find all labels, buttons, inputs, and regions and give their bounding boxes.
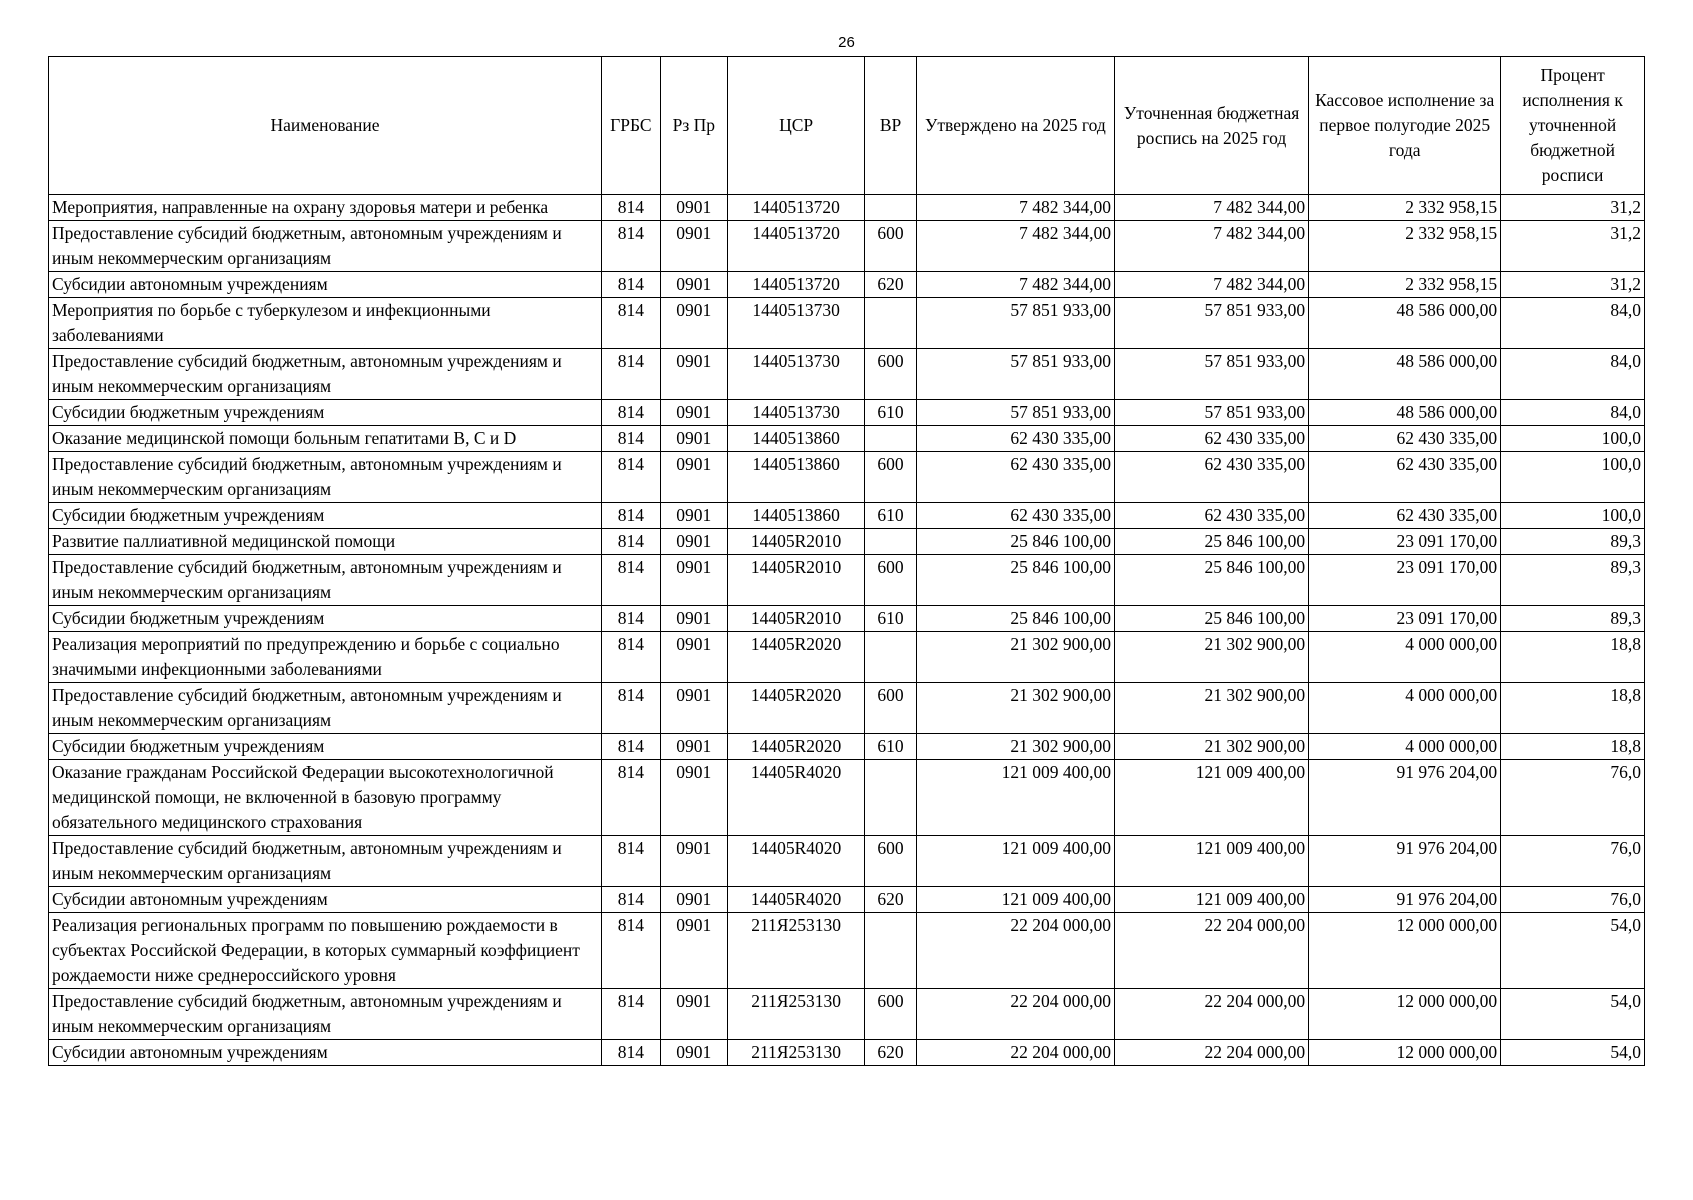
cell-grbs: 814 [601, 887, 660, 913]
cell-cash: 23 091 170,00 [1309, 606, 1501, 632]
cell-grbs: 814 [601, 298, 660, 349]
cell-name: Предоставление субсидий бюджетным, автономным учреждениям и иным некоммерческим организациям [49, 555, 602, 606]
cell-refined: 7 482 344,00 [1115, 195, 1309, 221]
table-row [49, 1040, 1645, 1066]
table-row [49, 760, 1645, 836]
cell-cash: 4 000 000,00 [1309, 632, 1501, 683]
cell-vr [865, 298, 916, 349]
cell-approved: 21 302 900,00 [916, 632, 1114, 683]
cell-name: Мероприятия, направленные на охрану здоровья матери и ребенка [49, 195, 602, 221]
cell-csr: 14405R2010 [727, 529, 864, 555]
cell-percent: 54,0 [1501, 913, 1645, 989]
cell-vr: 600 [865, 221, 916, 272]
table-row [49, 836, 1645, 887]
header-approved: Утверждено на 2025 год [916, 57, 1114, 195]
cell-cash: 62 430 335,00 [1309, 452, 1501, 503]
cell-vr [865, 195, 916, 221]
cell-cash: 4 000 000,00 [1309, 734, 1501, 760]
cell-vr: 600 [865, 989, 916, 1040]
cell-cash: 62 430 335,00 [1309, 426, 1501, 452]
cell-name: Субсидии бюджетным учреждениям [49, 734, 602, 760]
cell-rzpr: 0901 [660, 683, 727, 734]
cell-csr: 1440513720 [727, 195, 864, 221]
cell-name: Субсидии автономным учреждениям [49, 1040, 602, 1066]
table-row [49, 913, 1645, 989]
cell-refined: 7 482 344,00 [1115, 221, 1309, 272]
cell-percent: 18,8 [1501, 632, 1645, 683]
table-row [49, 632, 1645, 683]
cell-vr: 610 [865, 400, 916, 426]
cell-refined: 57 851 933,00 [1115, 349, 1309, 400]
cell-vr: 610 [865, 734, 916, 760]
cell-vr: 600 [865, 452, 916, 503]
cell-cash: 2 332 958,15 [1309, 272, 1501, 298]
cell-name: Субсидии бюджетным учреждениям [49, 503, 602, 529]
cell-approved: 57 851 933,00 [916, 349, 1114, 400]
cell-approved: 121 009 400,00 [916, 836, 1114, 887]
cell-name: Предоставление субсидий бюджетным, автономным учреждениям и иным некоммерческим организациям [49, 989, 602, 1040]
table-row [49, 606, 1645, 632]
cell-refined: 121 009 400,00 [1115, 887, 1309, 913]
table-row [49, 452, 1645, 503]
cell-cash: 12 000 000,00 [1309, 989, 1501, 1040]
cell-grbs: 814 [601, 606, 660, 632]
cell-name: Субсидии бюджетным учреждениям [49, 400, 602, 426]
cell-name: Предоставление субсидий бюджетным, автономным учреждениям и иным некоммерческим организациям [49, 349, 602, 400]
cell-csr: 14405R2010 [727, 606, 864, 632]
cell-grbs: 814 [601, 529, 660, 555]
cell-cash: 48 586 000,00 [1309, 400, 1501, 426]
cell-vr [865, 632, 916, 683]
cell-grbs: 814 [601, 989, 660, 1040]
cell-grbs: 814 [601, 221, 660, 272]
cell-csr: 14405R4020 [727, 836, 864, 887]
cell-percent: 100,0 [1501, 426, 1645, 452]
cell-rzpr: 0901 [660, 195, 727, 221]
table-row [49, 426, 1645, 452]
table-row [49, 887, 1645, 913]
cell-vr: 600 [865, 349, 916, 400]
cell-refined: 25 846 100,00 [1115, 529, 1309, 555]
cell-approved: 21 302 900,00 [916, 734, 1114, 760]
page-number: 26 [838, 34, 855, 51]
header-percent: Процент исполнения к уточненной бюджетной росписи [1501, 57, 1645, 195]
cell-grbs: 814 [601, 913, 660, 989]
cell-approved: 7 482 344,00 [916, 221, 1114, 272]
cell-csr: 1440513730 [727, 349, 864, 400]
cell-vr: 600 [865, 683, 916, 734]
table-row [49, 195, 1645, 221]
cell-rzpr: 0901 [660, 272, 727, 298]
cell-grbs: 814 [601, 272, 660, 298]
cell-approved: 21 302 900,00 [916, 683, 1114, 734]
table-body [49, 195, 1645, 1066]
cell-cash: 23 091 170,00 [1309, 555, 1501, 606]
cell-approved: 22 204 000,00 [916, 1040, 1114, 1066]
cell-rzpr: 0901 [660, 836, 727, 887]
cell-csr: 1440513860 [727, 426, 864, 452]
cell-vr: 620 [865, 887, 916, 913]
cell-csr: 1440513720 [727, 272, 864, 298]
cell-percent: 31,2 [1501, 272, 1645, 298]
cell-refined: 22 204 000,00 [1115, 989, 1309, 1040]
cell-percent: 100,0 [1501, 452, 1645, 503]
cell-grbs: 814 [601, 632, 660, 683]
cell-rzpr: 0901 [660, 734, 727, 760]
cell-rzpr: 0901 [660, 426, 727, 452]
header-cash: Кассовое исполнение за первое полугодие 2025 года [1309, 57, 1501, 195]
budget-table [48, 56, 1645, 1066]
cell-approved: 121 009 400,00 [916, 887, 1114, 913]
cell-grbs: 814 [601, 426, 660, 452]
cell-approved: 62 430 335,00 [916, 426, 1114, 452]
cell-grbs: 814 [601, 1040, 660, 1066]
cell-rzpr: 0901 [660, 529, 727, 555]
cell-csr: 14405R4020 [727, 887, 864, 913]
cell-refined: 25 846 100,00 [1115, 606, 1309, 632]
cell-csr: 14405R2010 [727, 555, 864, 606]
cell-rzpr: 0901 [660, 913, 727, 989]
cell-rzpr: 0901 [660, 400, 727, 426]
cell-name: Оказание гражданам Российской Федерации высокотехнологичной медицинской помощи, не включенной в базовую программу обязательного медицинского страхования [49, 760, 602, 836]
cell-approved: 62 430 335,00 [916, 503, 1114, 529]
cell-cash: 48 586 000,00 [1309, 298, 1501, 349]
cell-percent: 89,3 [1501, 529, 1645, 555]
cell-grbs: 814 [601, 400, 660, 426]
cell-csr: 14405R2020 [727, 632, 864, 683]
cell-rzpr: 0901 [660, 452, 727, 503]
cell-percent: 18,8 [1501, 734, 1645, 760]
table-row [49, 400, 1645, 426]
cell-cash: 62 430 335,00 [1309, 503, 1501, 529]
cell-percent: 76,0 [1501, 760, 1645, 836]
cell-rzpr: 0901 [660, 606, 727, 632]
cell-vr [865, 426, 916, 452]
cell-percent: 31,2 [1501, 221, 1645, 272]
cell-name: Мероприятия по борьбе с туберкулезом и инфекционными заболеваниями [49, 298, 602, 349]
table-row [49, 683, 1645, 734]
cell-vr: 600 [865, 555, 916, 606]
cell-refined: 7 482 344,00 [1115, 272, 1309, 298]
cell-percent: 84,0 [1501, 298, 1645, 349]
cell-csr: 1440513860 [727, 452, 864, 503]
header-name: Наименование [49, 57, 602, 195]
cell-approved: 25 846 100,00 [916, 606, 1114, 632]
cell-name: Субсидии автономным учреждениям [49, 887, 602, 913]
cell-vr [865, 529, 916, 555]
cell-grbs: 814 [601, 452, 660, 503]
table-row [49, 555, 1645, 606]
cell-percent: 31,2 [1501, 195, 1645, 221]
cell-cash: 23 091 170,00 [1309, 529, 1501, 555]
header-grbs: ГРБС [601, 57, 660, 195]
cell-cash: 91 976 204,00 [1309, 760, 1501, 836]
cell-csr: 211Я253130 [727, 989, 864, 1040]
cell-cash: 2 332 958,15 [1309, 195, 1501, 221]
cell-name: Предоставление субсидий бюджетным, автономным учреждениям и иным некоммерческим организациям [49, 683, 602, 734]
table-row [49, 503, 1645, 529]
cell-grbs: 814 [601, 349, 660, 400]
cell-csr: 1440513720 [727, 221, 864, 272]
cell-name: Оказание медицинской помощи больным гепатитами В, С и D [49, 426, 602, 452]
cell-grbs: 814 [601, 760, 660, 836]
cell-csr: 14405R4020 [727, 760, 864, 836]
cell-cash: 2 332 958,15 [1309, 221, 1501, 272]
table-row [49, 272, 1645, 298]
cell-vr [865, 913, 916, 989]
cell-refined: 121 009 400,00 [1115, 836, 1309, 887]
cell-percent: 84,0 [1501, 349, 1645, 400]
cell-refined: 57 851 933,00 [1115, 400, 1309, 426]
cell-name: Реализация региональных программ по повышению рождаемости в субъектах Российской Федерации, в которых суммарный коэффициент рождаемости ниже среднероссийского уровня [49, 913, 602, 989]
header-rzpr: Рз Пр [660, 57, 727, 195]
cell-approved: 22 204 000,00 [916, 989, 1114, 1040]
cell-name: Реализация мероприятий по предупреждению и борьбе с социально значимыми инфекционными заболеваниями [49, 632, 602, 683]
cell-refined: 22 204 000,00 [1115, 1040, 1309, 1066]
cell-cash: 4 000 000,00 [1309, 683, 1501, 734]
cell-percent: 100,0 [1501, 503, 1645, 529]
cell-grbs: 814 [601, 195, 660, 221]
cell-csr: 1440513730 [727, 298, 864, 349]
cell-vr: 620 [865, 272, 916, 298]
cell-rzpr: 0901 [660, 349, 727, 400]
cell-approved: 57 851 933,00 [916, 400, 1114, 426]
cell-cash: 12 000 000,00 [1309, 913, 1501, 989]
cell-cash: 91 976 204,00 [1309, 887, 1501, 913]
cell-refined: 62 430 335,00 [1115, 426, 1309, 452]
cell-csr: 1440513730 [727, 400, 864, 426]
cell-approved: 57 851 933,00 [916, 298, 1114, 349]
cell-rzpr: 0901 [660, 221, 727, 272]
header-vr: ВР [865, 57, 916, 195]
cell-refined: 21 302 900,00 [1115, 734, 1309, 760]
cell-percent: 54,0 [1501, 989, 1645, 1040]
cell-approved: 7 482 344,00 [916, 272, 1114, 298]
header-refined: Уточненная бюджетная роспись на 2025 год [1115, 57, 1309, 195]
cell-csr: 1440513860 [727, 503, 864, 529]
cell-refined: 22 204 000,00 [1115, 913, 1309, 989]
cell-csr: 211Я253130 [727, 913, 864, 989]
cell-grbs: 814 [601, 503, 660, 529]
cell-rzpr: 0901 [660, 632, 727, 683]
cell-csr: 211Я253130 [727, 1040, 864, 1066]
cell-rzpr: 0901 [660, 887, 727, 913]
cell-grbs: 814 [601, 555, 660, 606]
cell-grbs: 814 [601, 683, 660, 734]
cell-percent: 84,0 [1501, 400, 1645, 426]
table-row [49, 349, 1645, 400]
table-row [49, 298, 1645, 349]
cell-rzpr: 0901 [660, 1040, 727, 1066]
cell-percent: 76,0 [1501, 887, 1645, 913]
cell-approved: 22 204 000,00 [916, 913, 1114, 989]
cell-csr: 14405R2020 [727, 683, 864, 734]
cell-approved: 121 009 400,00 [916, 760, 1114, 836]
cell-name: Субсидии бюджетным учреждениям [49, 606, 602, 632]
cell-percent: 54,0 [1501, 1040, 1645, 1066]
cell-grbs: 814 [601, 734, 660, 760]
cell-rzpr: 0901 [660, 989, 727, 1040]
cell-name: Субсидии автономным учреждениям [49, 272, 602, 298]
cell-cash: 12 000 000,00 [1309, 1040, 1501, 1066]
cell-refined: 57 851 933,00 [1115, 298, 1309, 349]
cell-rzpr: 0901 [660, 760, 727, 836]
cell-vr: 610 [865, 606, 916, 632]
cell-name: Предоставление субсидий бюджетным, автономным учреждениям и иным некоммерческим организациям [49, 836, 602, 887]
cell-refined: 62 430 335,00 [1115, 452, 1309, 503]
cell-approved: 7 482 344,00 [916, 195, 1114, 221]
header-csr: ЦСР [727, 57, 864, 195]
cell-vr [865, 760, 916, 836]
cell-vr: 620 [865, 1040, 916, 1066]
cell-approved: 25 846 100,00 [916, 529, 1114, 555]
cell-percent: 89,3 [1501, 555, 1645, 606]
table-row [49, 989, 1645, 1040]
cell-name: Предоставление субсидий бюджетным, автономным учреждениям и иным некоммерческим организациям [49, 221, 602, 272]
cell-refined: 25 846 100,00 [1115, 555, 1309, 606]
cell-vr: 610 [865, 503, 916, 529]
cell-vr: 600 [865, 836, 916, 887]
table-row [49, 734, 1645, 760]
cell-approved: 25 846 100,00 [916, 555, 1114, 606]
cell-csr: 14405R2020 [727, 734, 864, 760]
cell-rzpr: 0901 [660, 503, 727, 529]
table-row [49, 221, 1645, 272]
cell-cash: 48 586 000,00 [1309, 349, 1501, 400]
cell-refined: 21 302 900,00 [1115, 683, 1309, 734]
cell-refined: 121 009 400,00 [1115, 760, 1309, 836]
cell-refined: 21 302 900,00 [1115, 632, 1309, 683]
cell-refined: 62 430 335,00 [1115, 503, 1309, 529]
cell-approved: 62 430 335,00 [916, 452, 1114, 503]
cell-rzpr: 0901 [660, 298, 727, 349]
table-header-row [49, 57, 1645, 195]
cell-percent: 76,0 [1501, 836, 1645, 887]
cell-cash: 91 976 204,00 [1309, 836, 1501, 887]
cell-rzpr: 0901 [660, 555, 727, 606]
cell-percent: 18,8 [1501, 683, 1645, 734]
cell-grbs: 814 [601, 836, 660, 887]
table-row [49, 529, 1645, 555]
cell-percent: 89,3 [1501, 606, 1645, 632]
cell-name: Предоставление субсидий бюджетным, автономным учреждениям и иным некоммерческим организациям [49, 452, 602, 503]
cell-name: Развитие паллиативной медицинской помощи [49, 529, 602, 555]
